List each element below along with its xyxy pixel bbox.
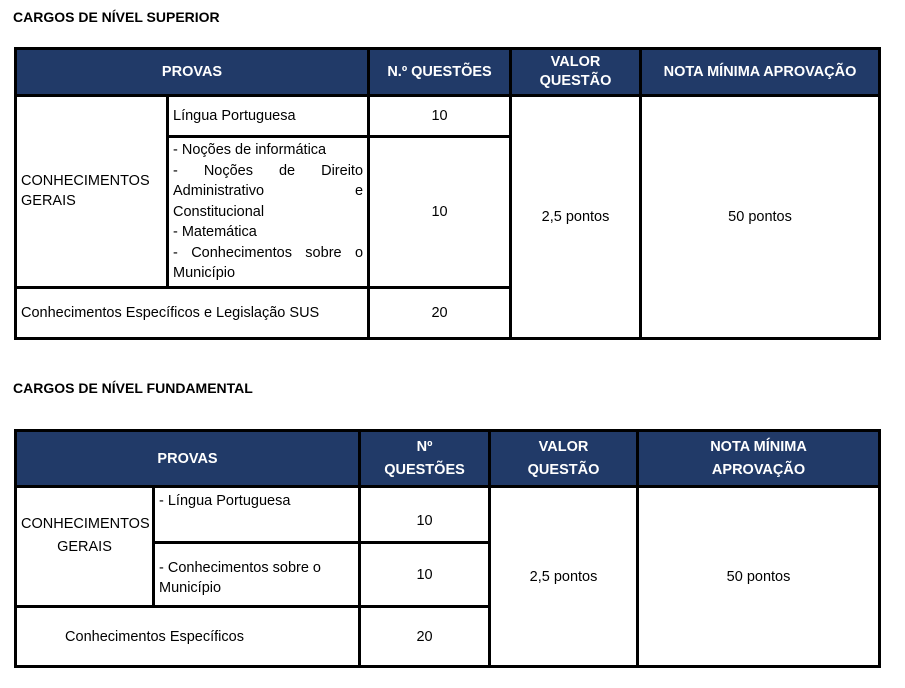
prova-line: - Noções de informática	[173, 142, 327, 158]
questoes-cell: 10	[369, 96, 511, 137]
header-valor	[490, 431, 638, 487]
header-questoes-line: Nº	[416, 438, 433, 455]
table-row	[16, 96, 880, 137]
table-fundamental	[14, 429, 881, 668]
header-valor-line: QUESTÃO	[527, 461, 600, 478]
header-questoes-line: QUESTÕES	[384, 461, 465, 478]
prova-cell: Conhecimentos Específicos	[16, 607, 360, 667]
questoes-cell: 10	[360, 543, 490, 607]
valor-cell: 2,5 pontos	[511, 96, 641, 339]
prova-cell: - Língua Portuguesa	[154, 487, 360, 543]
header-provas: PROVAS	[16, 431, 360, 487]
questoes-cell: 20	[369, 287, 511, 338]
prova-line: - Conhecimentos sobre o Município	[173, 244, 364, 281]
section-title-superior: CARGOS DE NÍVEL SUPERIOR	[13, 9, 220, 25]
header-nota-line: APROVAÇÃO	[711, 461, 806, 478]
prova-cell: Conhecimentos Específicos e Legislação SUS	[16, 287, 369, 338]
valor-cell: 2,5 pontos	[490, 487, 638, 667]
header-questoes: N.º QUESTÕES	[369, 49, 511, 96]
header-nota: NOTA MÍNIMA APROVAÇÃO	[641, 49, 880, 96]
table-superior	[14, 47, 881, 340]
table-row	[16, 487, 880, 543]
nota-cell: 50 pontos	[641, 96, 880, 339]
questoes-cell: 20	[360, 607, 490, 667]
header-questoes	[360, 431, 490, 487]
questoes-cell: 10	[360, 487, 490, 543]
prova-cell	[168, 137, 369, 288]
group-label-line: CONHECIMENTOS	[21, 515, 150, 532]
group-label: CONHECIMENTOS GERAIS	[16, 96, 168, 288]
group-label-line: GERAIS	[57, 538, 112, 555]
header-valor: VALOR QUESTÃO	[511, 49, 641, 96]
group-label	[16, 487, 154, 607]
section-title-fundamental: CARGOS DE NÍVEL FUNDAMENTAL	[13, 380, 253, 396]
questoes-cell: 10	[369, 137, 511, 288]
prova-line: - Noções de Direito Administrativo e Constitucional	[173, 162, 364, 220]
nota-cell: 50 pontos	[638, 487, 880, 667]
header-nota	[638, 431, 880, 487]
table-header-row	[16, 49, 880, 96]
table-header-row	[16, 431, 880, 487]
header-nota-line: NOTA MÍNIMA	[710, 438, 807, 455]
prova-cell: - Conhecimentos sobre o Município	[154, 543, 360, 607]
header-valor-line: VALOR	[538, 438, 589, 455]
prova-cell: Língua Portuguesa	[168, 96, 369, 137]
header-provas: PROVAS	[16, 49, 369, 96]
prova-line: - Matemática	[173, 224, 257, 240]
